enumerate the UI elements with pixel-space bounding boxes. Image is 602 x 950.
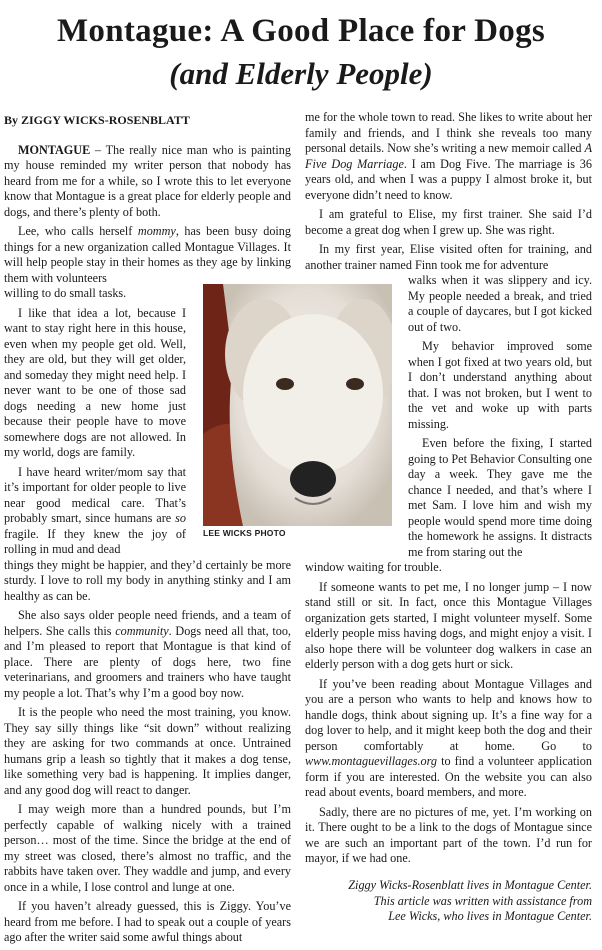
paragraph: I may weigh more than a hundred pounds, but I’m perfectly capable of walking nicely with a trained person… most of the time. Since the bridge at the end of my street was closed, there’s almost no traffic, and the rabbits have taken over. They waddle and jump, and every once in a while, I lose control and lunge at one. xyxy=(4,802,291,894)
article-subhead: (and Elderly People) xyxy=(169,56,433,91)
paragraph: If someone wants to pet me, I no longer jump – I now stand still or sit. In fact, once this Montague Villages organization gets started, I might volunteer myself. Some elderly people miss having dogs, and might enjoy a visit. I also hope there will be volunteer dog walkers in case an elderly person with a dog gets hurt or sick. xyxy=(305,579,592,671)
paragraph: If you haven’t already guessed, this is Ziggy. You’ve heard from me before. I had to speak out a couple of years ago after the writer said some awful things about xyxy=(4,899,291,944)
photo-credit: LEE WICKS PHOTO xyxy=(203,528,286,538)
paragraph: If you’ve been reading about Montague Villages and you are a person who wants to help and knows how to handle dogs, think about signing up. It’s a fine way for a dog lover to help, and it might keep both the dog and their person comfortably at home. Go to www.montaguevillages.org to find a volunteer application form if you are interested. On the website you can also read about events, board members, and more. xyxy=(305,676,592,799)
dateline: MONTAGUE xyxy=(18,142,91,157)
paragraph: things they might be happier, and they’d certainly be more sturdy. I love to roll my body in anything stinky and I am healthy as can be. xyxy=(4,557,291,603)
dog-nose xyxy=(290,461,336,497)
paragraph: me for the whole town to read. She likes to write about her family and friends, and I think she reveals too many personal details. Now she’s writing a new memoir called A Five Dog Marriage. I am Dog Five. The marriage is 36 years old, and when I was a puppy I almost broke it, but everyone didn’t need to know. xyxy=(305,110,593,202)
left-eye xyxy=(276,378,294,390)
paragraph: I have heard writer/mom say that it’s important for older people to live near good medical care. That’s probably smart, since humans are so fragile. If they knew the joy of rolling in mud and dead xyxy=(4,464,186,556)
dog-illustration xyxy=(203,284,392,526)
paragraph: My behavior improved some when I got fixed at two years old, but I don’t understand anything about that. I was not broken, but I went to the vet and woke up with parts missing. xyxy=(408,339,592,431)
paragraph: willing to do small tasks. xyxy=(4,286,127,300)
paragraph: walks when it was slippery and icy. My people needed a break, and tried a couple of daycares, but I got kicked out of two. xyxy=(408,273,592,334)
paragraph: I am grateful to Elise, my first trainer. She said I’d become a great dog when I grew up. She was right. xyxy=(305,207,592,237)
byline: By ZIGGY WICKS-ROSENBLATT xyxy=(4,113,190,127)
dog-photo xyxy=(203,284,392,526)
paragraph: MONTAGUE – The really nice man who is painting my house reminded my writer person that nobody has heard from me for a while, so I wrote this to let everyone know that Montague is a great place for elderly people and dogs, and there’s plenty of both. xyxy=(4,142,291,219)
paragraph: She also says older people need friends, and a team of helpers. She calls this community. Dogs need all that, too, and I’m pleased to report that Montague is that kind of place. There are plenty of dogs here, two fine veterinarians, and groomers and trainers who have taught my people a lot. That’s why I’m a good boy now. xyxy=(4,608,291,700)
paragraph: Lee, who calls herself mommy, has been busy doing things for a new organization called Montague Villages. It will help people stay in their homes as they age by linking them with volunteers xyxy=(4,224,291,285)
paragraph: I like that idea a lot, because I want to stay right here in this house, even when my people get old. Well, they are old, but they will get older, and someday they might need help. I never want to be one of those sad dogs needing a new home just because their people have to move somewhere dogs are not allowed. In my world, dogs are family. xyxy=(4,305,186,459)
paragraph: Even before the fixing, I started going to Pet Behavior Consulting one day a week. They gave me the chance I needed, and that’s where I met Sam. I love him and wish my people would spend more time doing the homework he assigns. It distracts me from staring out the xyxy=(408,436,592,559)
author-tagline: Ziggy Wicks-Rosenblatt lives in Montague Center. This article was written with assistance from Lee Wicks, who lives in Montague Center. xyxy=(348,878,592,923)
paragraph: Sadly, there are no pictures of me, yet. I’m working on it. There ought to be a link to the dogs of Montague since we are such an important part of the town. I’d run for mayor, if we had one. xyxy=(305,804,592,865)
article-headline: Montague: A Good Place for Dogs xyxy=(56,13,546,49)
paragraph: In my first year, Elise visited often for training, and another trainer named Finn took me for adventure xyxy=(305,242,592,272)
paragraph: It is the people who need the most training, you know. They say silly things like “sit down” without realizing they are asking for two commands at once. Untrained humans grip a leash so tightly that it makes a dog tense, like something very bad is happening. It implies danger, and any good dog will react to danger. xyxy=(4,705,291,797)
paragraph: window waiting for trouble. xyxy=(305,560,442,574)
right-eye xyxy=(346,378,364,390)
